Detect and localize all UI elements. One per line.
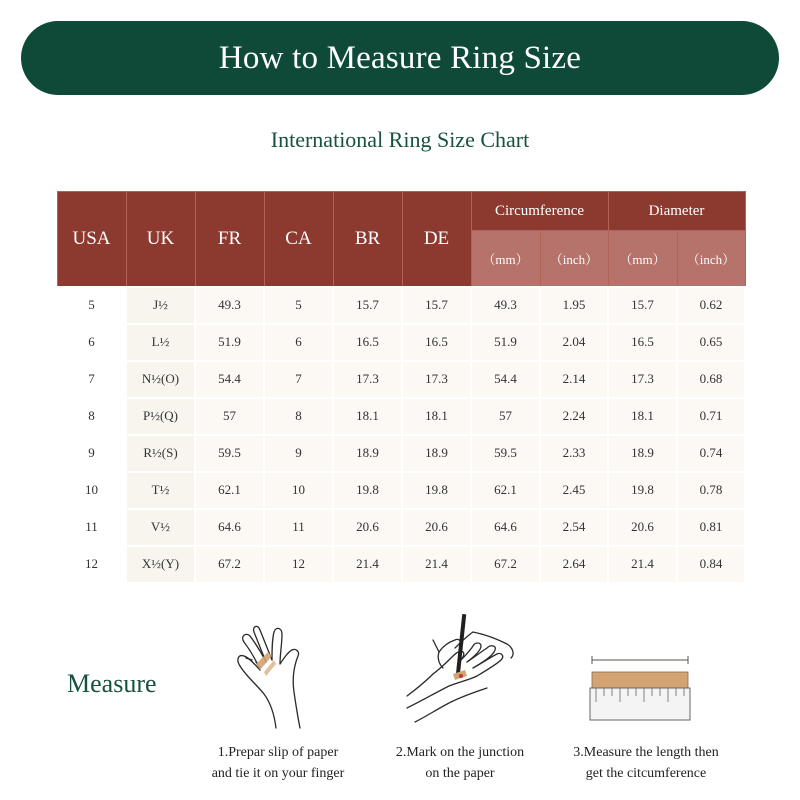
table-cell: X½(Y) — [126, 546, 195, 583]
table-cell: 7 — [264, 361, 333, 398]
table-cell: 49.3 — [195, 287, 264, 324]
table-cell: 51.9 — [471, 324, 540, 361]
table-row — [57, 361, 745, 398]
table-body — [57, 287, 745, 583]
table-cell: R½(S) — [126, 435, 195, 472]
table-row — [57, 398, 745, 435]
table-cell: 62.1 — [195, 472, 264, 509]
table-cell: N½(O) — [126, 361, 195, 398]
table-cell: 19.8 — [608, 472, 677, 509]
table-cell: 17.3 — [608, 361, 677, 398]
table-cell: 67.2 — [195, 546, 264, 583]
table-cell: 21.4 — [333, 546, 402, 583]
table-cell: 21.4 — [402, 546, 471, 583]
table-cell: 0.81 — [677, 509, 745, 546]
header-uk: UK — [126, 192, 195, 287]
table-cell: 12 — [264, 546, 333, 583]
table-cell: 16.5 — [608, 324, 677, 361]
table-cell: 2.64 — [540, 546, 608, 583]
hand-paper-strip-icon — [226, 620, 316, 730]
table-cell: 9 — [57, 435, 126, 472]
table-cell: 16.5 — [333, 324, 402, 361]
table-cell: 17.3 — [333, 361, 402, 398]
table-cell: 21.4 — [608, 546, 677, 583]
table-cell: 15.7 — [402, 287, 471, 324]
table-cell: 67.2 — [471, 546, 540, 583]
table-cell: 2.24 — [540, 398, 608, 435]
table-cell: 11 — [57, 509, 126, 546]
chart-subtitle: International Ring Size Chart — [270, 127, 530, 152]
table-cell: 2.04 — [540, 324, 608, 361]
table-cell: T½ — [126, 472, 195, 509]
header-ca: CA — [264, 192, 333, 287]
table-cell: 7 — [57, 361, 126, 398]
page-banner — [21, 21, 779, 95]
table-cell: L½ — [126, 324, 195, 361]
table-cell: 54.4 — [471, 361, 540, 398]
header-usa: USA — [57, 192, 126, 287]
table-cell: 5 — [264, 287, 333, 324]
table-row — [57, 472, 745, 509]
table-cell: 10 — [57, 472, 126, 509]
step-2-line2: on the paper — [425, 766, 495, 781]
table-cell: 18.9 — [333, 435, 402, 472]
step-2-caption — [378, 742, 542, 784]
table-row — [57, 324, 745, 361]
header-diameter: Diameter — [608, 192, 745, 231]
table-cell: 5 — [57, 287, 126, 324]
table-cell: 20.6 — [402, 509, 471, 546]
step-3-line2: get the citcumference — [585, 766, 707, 781]
table-cell: 9 — [264, 435, 333, 472]
header-de: DE — [402, 192, 471, 287]
table-row — [57, 435, 745, 472]
ruler-measure-icon — [586, 652, 696, 724]
unit-diameter-inch: （inch） — [677, 231, 745, 287]
table-cell: 11 — [264, 509, 333, 546]
table-cell: P½(Q) — [126, 398, 195, 435]
page-title: How to Measure Ring Size — [218, 39, 582, 76]
table-row — [57, 287, 745, 324]
table-cell: 18.9 — [402, 435, 471, 472]
table-cell: 6 — [264, 324, 333, 361]
table-cell: J½ — [126, 287, 195, 324]
table-cell: 57 — [471, 398, 540, 435]
step-1-line2: and tie it on your finger — [211, 766, 345, 781]
header-fr: FR — [195, 192, 264, 287]
table-cell: 8 — [264, 398, 333, 435]
table-cell: 0.78 — [677, 472, 745, 509]
table-cell: 0.68 — [677, 361, 745, 398]
table-cell: 8 — [57, 398, 126, 435]
table-cell: 17.3 — [402, 361, 471, 398]
table-cell: 2.45 — [540, 472, 608, 509]
table-cell: 0.71 — [677, 398, 745, 435]
table-cell: V½ — [126, 509, 195, 546]
table-cell: 54.4 — [195, 361, 264, 398]
table-cell: 2.33 — [540, 435, 608, 472]
table-cell: 19.8 — [333, 472, 402, 509]
table-cell: 18.1 — [608, 398, 677, 435]
table-cell: 64.6 — [195, 509, 264, 546]
table-cell: 59.5 — [195, 435, 264, 472]
step-1-caption — [196, 742, 360, 784]
table-row — [57, 509, 745, 546]
table-cell: 15.7 — [608, 287, 677, 324]
step-2-line1: 2.Mark on the junction — [395, 745, 525, 760]
table-cell: 59.5 — [471, 435, 540, 472]
table-cell: 57 — [195, 398, 264, 435]
header-br: BR — [333, 192, 402, 287]
unit-circumference-inch: （inch） — [540, 231, 608, 287]
table-cell: 19.8 — [402, 472, 471, 509]
table-cell: 0.74 — [677, 435, 745, 472]
table-cell: 20.6 — [608, 509, 677, 546]
table-cell: 1.95 — [540, 287, 608, 324]
unit-circumference-mm: （mm） — [471, 231, 540, 287]
step-1-line1: 1.Prepar slip of paper — [217, 745, 339, 760]
table-cell: 0.62 — [677, 287, 745, 324]
ring-size-table — [56, 191, 746, 584]
hand-pen-mark-icon — [403, 612, 523, 730]
table-cell: 64.6 — [471, 509, 540, 546]
unit-diameter-mm: （mm） — [608, 231, 677, 287]
step-3-line1: 3.Measure the length then — [573, 745, 719, 760]
step-3-caption — [556, 742, 736, 784]
table-cell: 62.1 — [471, 472, 540, 509]
table-cell: 18.1 — [402, 398, 471, 435]
table-cell: 49.3 — [471, 287, 540, 324]
table-cell: 18.9 — [608, 435, 677, 472]
table-cell: 51.9 — [195, 324, 264, 361]
table-cell: 6 — [57, 324, 126, 361]
header-circumference: Circumference — [471, 192, 608, 231]
table-cell: 0.84 — [677, 546, 745, 583]
table-cell: 20.6 — [333, 509, 402, 546]
table-row — [57, 546, 745, 583]
table-cell: 18.1 — [333, 398, 402, 435]
table-cell: 0.65 — [677, 324, 745, 361]
table-cell: 2.54 — [540, 509, 608, 546]
table-cell: 15.7 — [333, 287, 402, 324]
table-cell: 2.14 — [540, 361, 608, 398]
table-cell: 16.5 — [402, 324, 471, 361]
table-cell: 10 — [264, 472, 333, 509]
measure-heading: Measure — [67, 669, 157, 698]
table-cell: 12 — [57, 546, 126, 583]
